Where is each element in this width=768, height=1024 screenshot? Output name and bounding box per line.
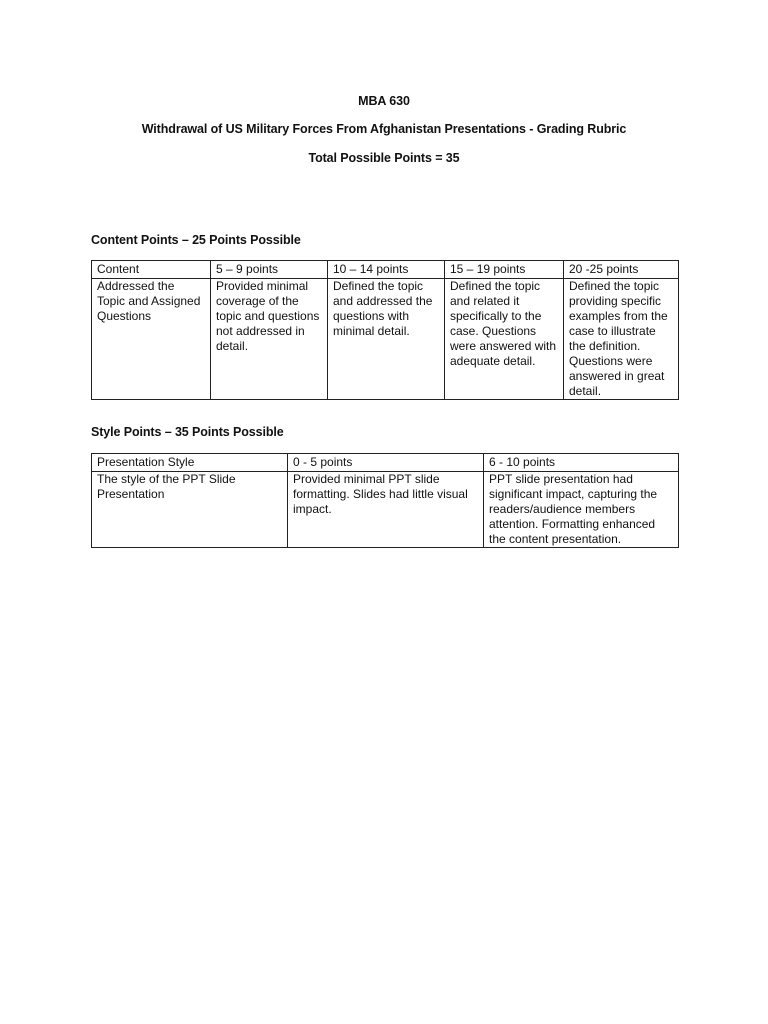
table-cell: PPT slide presentation had significant impact, capturing the readers/audience members attention. Formatting enhanced the content presentation. [484,472,679,548]
column-header: 20 -25 points [564,261,679,279]
column-header: 0 - 5 points [288,454,484,472]
column-header: Presentation Style [92,454,288,472]
style-rubric-table [91,453,679,548]
column-header: 5 – 9 points [211,261,328,279]
table-cell: Defined the topic and related it specifically to the case. Questions were answered with adequate detail. [445,279,564,400]
table-cell: Provided minimal PPT slide formatting. Slides had little visual impact. [288,472,484,548]
content-section-heading: Content Points – 25 Points Possible [91,233,301,247]
column-header: Content [92,261,211,279]
table-row [92,472,679,548]
table-cell: The style of the PPT Slide Presentation [92,472,288,548]
table-header-row [92,454,679,472]
table-header-row [92,261,679,279]
table-cell: Addressed the Topic and Assigned Questions [92,279,211,400]
content-rubric-table [91,260,679,400]
column-header: 6 - 10 points [484,454,679,472]
style-section-heading: Style Points – 35 Points Possible [91,425,284,439]
course-title: MBA 630 [358,94,410,108]
column-header: 15 – 19 points [445,261,564,279]
document-title: Withdrawal of US Military Forces From Afghanistan Presentations - Grading Rubric [141,122,627,136]
table-cell: Defined the topic and addressed the questions with minimal detail. [328,279,445,400]
column-header: 10 – 14 points [328,261,445,279]
table-cell: Provided minimal coverage of the topic and questions not addressed in detail. [211,279,328,400]
total-points: Total Possible Points = 35 [308,151,460,165]
table-row [92,279,679,400]
table-cell: Defined the topic providing specific examples from the case to illustrate the definition. Questions were answered in great detail. [564,279,679,400]
